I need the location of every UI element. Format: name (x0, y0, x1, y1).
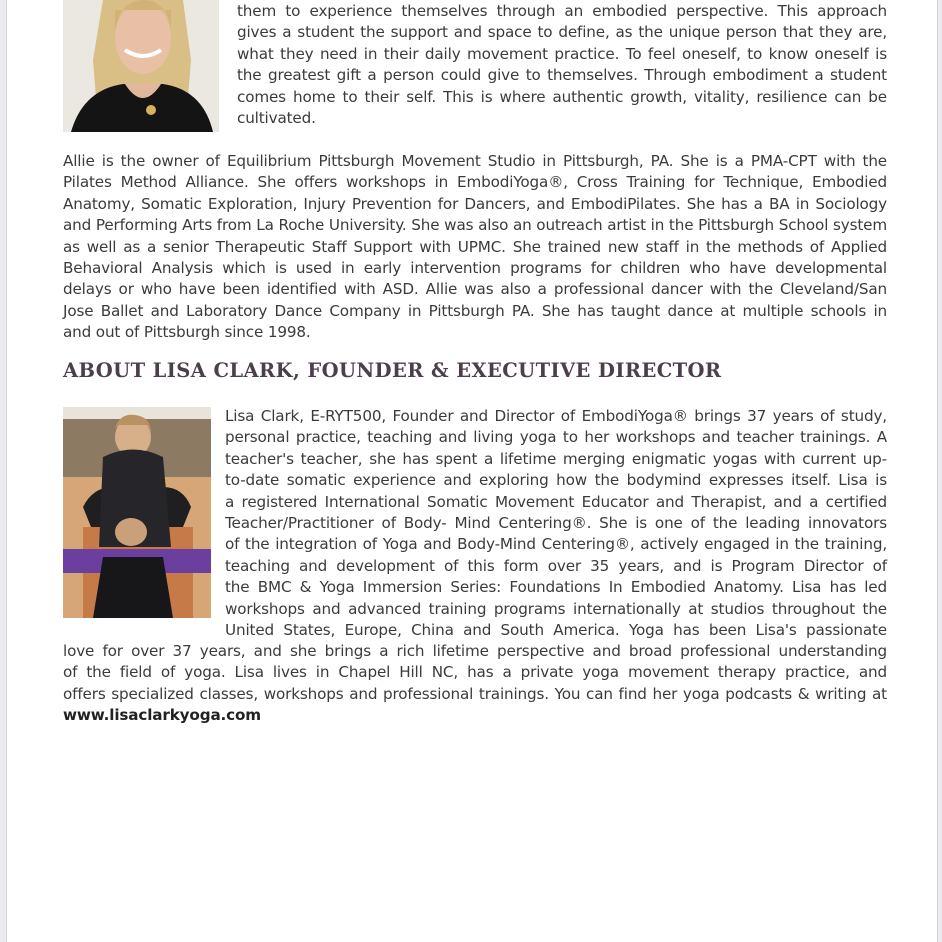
text-line: the greatest gift a person could give to themselves. Through embodiment a student (237, 66, 887, 85)
text-line: a registered International Somatic Movement Educator and Therapist, and a certified (225, 492, 887, 511)
text-line: Jose Ballet and Laboratory Dance Company in Pittsburgh PA. She has taught dance at multiple schools in (63, 301, 887, 320)
text-line: United States, Europe, China and South America. Yoga has been Lisa's passionate (225, 621, 887, 640)
text-line: teacher's teacher, she has spent a lifetime merging enigmatic yogas with current up- (225, 449, 887, 468)
text-line: cultivated. (237, 109, 316, 128)
text-line: offers specialized classes, workshops and professional trainings. You can find her yoga podcasts & writing at (63, 684, 887, 703)
text-line: delays or who have been identified with ASD. Allie was also a professional dancer with the Cleveland/San (63, 280, 887, 299)
text-line: to-date somatic experience and exploring how the bodymind expresses itself. Lisa is (225, 471, 887, 490)
lisa-bio-wrapped-text (225, 406, 887, 641)
text-line: Behavioral Analysis which is used in early intervention programs for children who have developmental (63, 259, 887, 278)
text-line: Anatomy, Somatic Exploration, Injury Prevention for Dancers, and EmbodiPilates. She has a BA in Sociology (63, 194, 887, 213)
text-line: personal practice, teaching and living yoga to her workshops and teacher trainings. A (225, 428, 887, 447)
lisa-bio-full-text (63, 641, 887, 727)
text-line: teaching and development of this form over 35 years, and is Program Director of (225, 556, 887, 575)
text-line: Pilates Method Alliance. She offers workshops in EmbodiYoga®, Cross Training for Technique, Embodied (63, 173, 887, 192)
lisa-teaching-photo (63, 407, 211, 618)
text-line: of the integration of Yoga and Body-Mind Centering®, actively engaged in the training, (225, 535, 887, 554)
text-line: workshops and advanced training programs internationally at studios throughout the (225, 599, 887, 618)
text-line: Lisa Clark, E-RYT500, Founder and Director of EmbodiYoga® brings 37 years of study, (225, 407, 887, 425)
section-heading-lisa-clark: ABOUT LISA CLARK, FOUNDER & EXECUTIVE DIRECTOR (63, 359, 722, 382)
text-line: Teacher/Practitioner of Body- Mind Centering®. She is one of the leading innovators (225, 514, 887, 533)
text-line: comes home to their self. This is where authentic growth, vitality, resilience can be (237, 87, 887, 106)
text-line: and out of Pittsburgh since 1998. (63, 323, 311, 342)
text-line: of the field of yoga. Lisa lives in Chapel Hill NC, has a private yoga movement therapy practice, and (63, 663, 887, 682)
text-line: the BMC & Yoga Immersion Series: Foundations In Embodied Anatomy. Lisa has led (225, 578, 887, 597)
website-link[interactable]: www.lisaclarkyoga.com (63, 706, 261, 725)
text-line: what they need in their daily movement practice. To feel oneself, to know oneself is (237, 44, 887, 63)
text-line: as well as a senior Therapeutic Staff Support with UPMC. She trained new staff in the methods of Applied (63, 237, 887, 256)
allie-bio-paragraph (63, 151, 887, 344)
allie-intro-text (237, 1, 887, 129)
text-line: Allie is the owner of Equilibrium Pittsburgh Movement Studio in Pittsburgh, PA. She is a PMA-CPT with the (63, 152, 887, 170)
allie-portrait-photo (63, 0, 219, 132)
text-line: gives a student the support and space to define, as the unique person that they are, (237, 23, 887, 42)
text-line: love for over 37 years, and she brings a rich lifetime perspective and broad professional understanding (63, 642, 887, 660)
text-line: and Performing Arts from La Roche University. She was also an outreach artist in the Pittsburgh School system (63, 216, 887, 235)
text-line: them to experience themselves through an embodied perspective. This approach (237, 2, 887, 20)
document-page (6, 0, 938, 942)
